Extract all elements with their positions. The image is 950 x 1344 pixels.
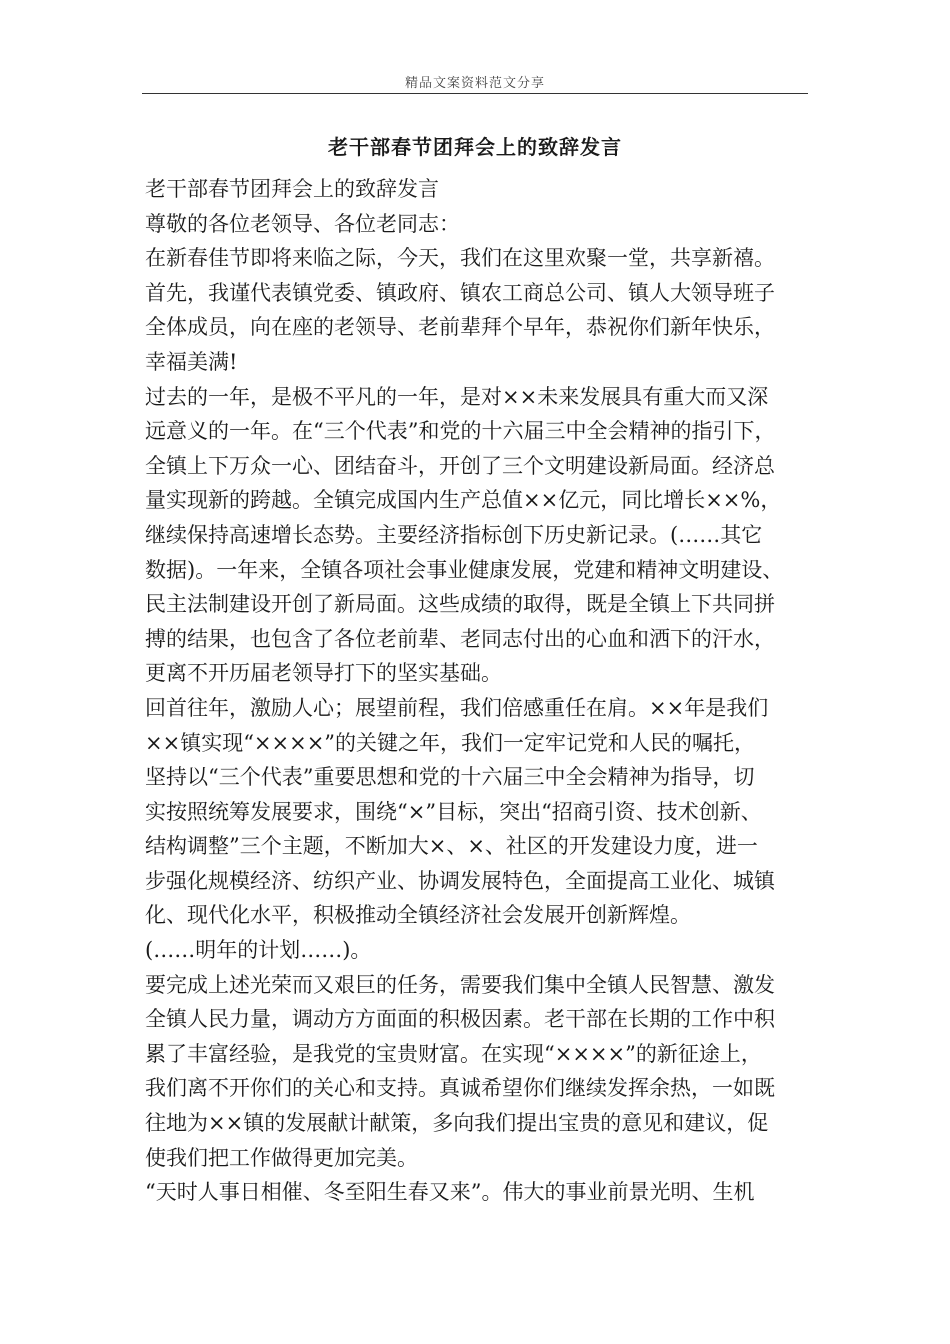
body-line: 全体成员，向在座的老领导、老前辈拜个早年，恭祝你们新年快乐，	[145, 315, 775, 340]
body-line: 累了丰富经验，是我党的宝贵财富。在实现“××××”的新征途上，	[145, 1041, 762, 1066]
body-line: 结构调整”三个主题，不断加大×、×、社区的开发建设力度，进一	[145, 834, 758, 859]
body-line: (……明年的计划……)。	[145, 938, 372, 963]
page-header: 精品文案资料范文分享	[404, 76, 545, 91]
body-line: 搏的结果，也包含了各位老前辈、老同志付出的心血和洒下的汗水，	[145, 626, 775, 651]
body-line: ××镇实现“××××”的关键之年，我们一定牢记党和人民的嘱托，	[145, 730, 756, 755]
body-line: 民主法制建设开创了新局面。这些成绩的取得，既是全镇上下共同拼	[145, 592, 775, 617]
body-line: 老干部春节团拜会上的致辞发言	[145, 177, 439, 201]
body-line: 过去的一年，是极不平凡的一年，是对××未来发展具有重大而又深	[145, 384, 769, 409]
body-line: 在新春佳节即将来临之际，今天，我们在这里欢聚一堂，共享新禧。	[145, 246, 775, 271]
body-line: 要完成上述光荣而又艰巨的任务，需要我们集中全镇人民智慧、激发	[145, 972, 775, 997]
body-line: 全镇上下万众一心、团结奋斗，开创了三个文明建设新局面。经济总	[145, 453, 775, 478]
body-line: 数据)。一年来，全镇各项社会事业健康发展，党建和精神文明建设、	[145, 557, 784, 582]
body-line: 我们离不开你们的关心和支持。真诚希望你们继续发挥余热，一如既	[145, 1076, 775, 1101]
body-line: 使我们把工作做得更加完美。	[145, 1145, 418, 1170]
body-line: 更离不开历届老领导打下的坚实基础。	[145, 661, 502, 686]
body-line: 回首往年，激励人心；展望前程，我们倍感重任在肩。××年是我们	[145, 695, 769, 720]
body-line: “天时人事日相催、冬至阳生春又来”。伟大的事业前景光明、生机	[145, 1180, 755, 1205]
document-body	[145, 172, 813, 1210]
body-line: 步强化规模经济、纺织产业、协调发展特色，全面提高工业化、城镇	[145, 868, 775, 893]
body-line: 往地为××镇的发展献计献策，多向我们提出宝贵的意见和建议，促	[145, 1111, 769, 1136]
document-title: 老干部春节团拜会上的致辞发言	[328, 135, 622, 159]
body-line: 尊敬的各位老领导、各位老同志：	[145, 211, 460, 236]
header-divider	[142, 93, 808, 94]
body-line: 远意义的一年。在“三个代表”和党的十六届三中全会精神的指引下，	[145, 419, 776, 444]
body-line: 全镇人民力量，调动方方面面的积极因素。老干部在长期的工作中积	[145, 1007, 775, 1032]
body-line: 实按照统筹发展要求，围绕“×”目标，突出“招商引资、技术创新、	[145, 799, 762, 824]
body-line: 继续保持高速增长态势。主要经济指标创下历史新记录。(……其它	[145, 522, 763, 547]
body-line: 幸福美满!	[145, 349, 238, 374]
body-line: 首先，我谨代表镇党委、镇政府、镇农工商总公司、镇人大领导班子	[145, 280, 775, 305]
body-line: 化、现代化水平，积极推动全镇经济社会发展开创新辉煌。	[145, 903, 691, 928]
body-line: 量实现新的跨越。全镇完成国内生产总值××亿元，同比增长××%，	[145, 488, 782, 513]
body-line: 坚持以“三个代表”重要思想和党的十六届三中全会精神为指导，切	[145, 765, 755, 790]
